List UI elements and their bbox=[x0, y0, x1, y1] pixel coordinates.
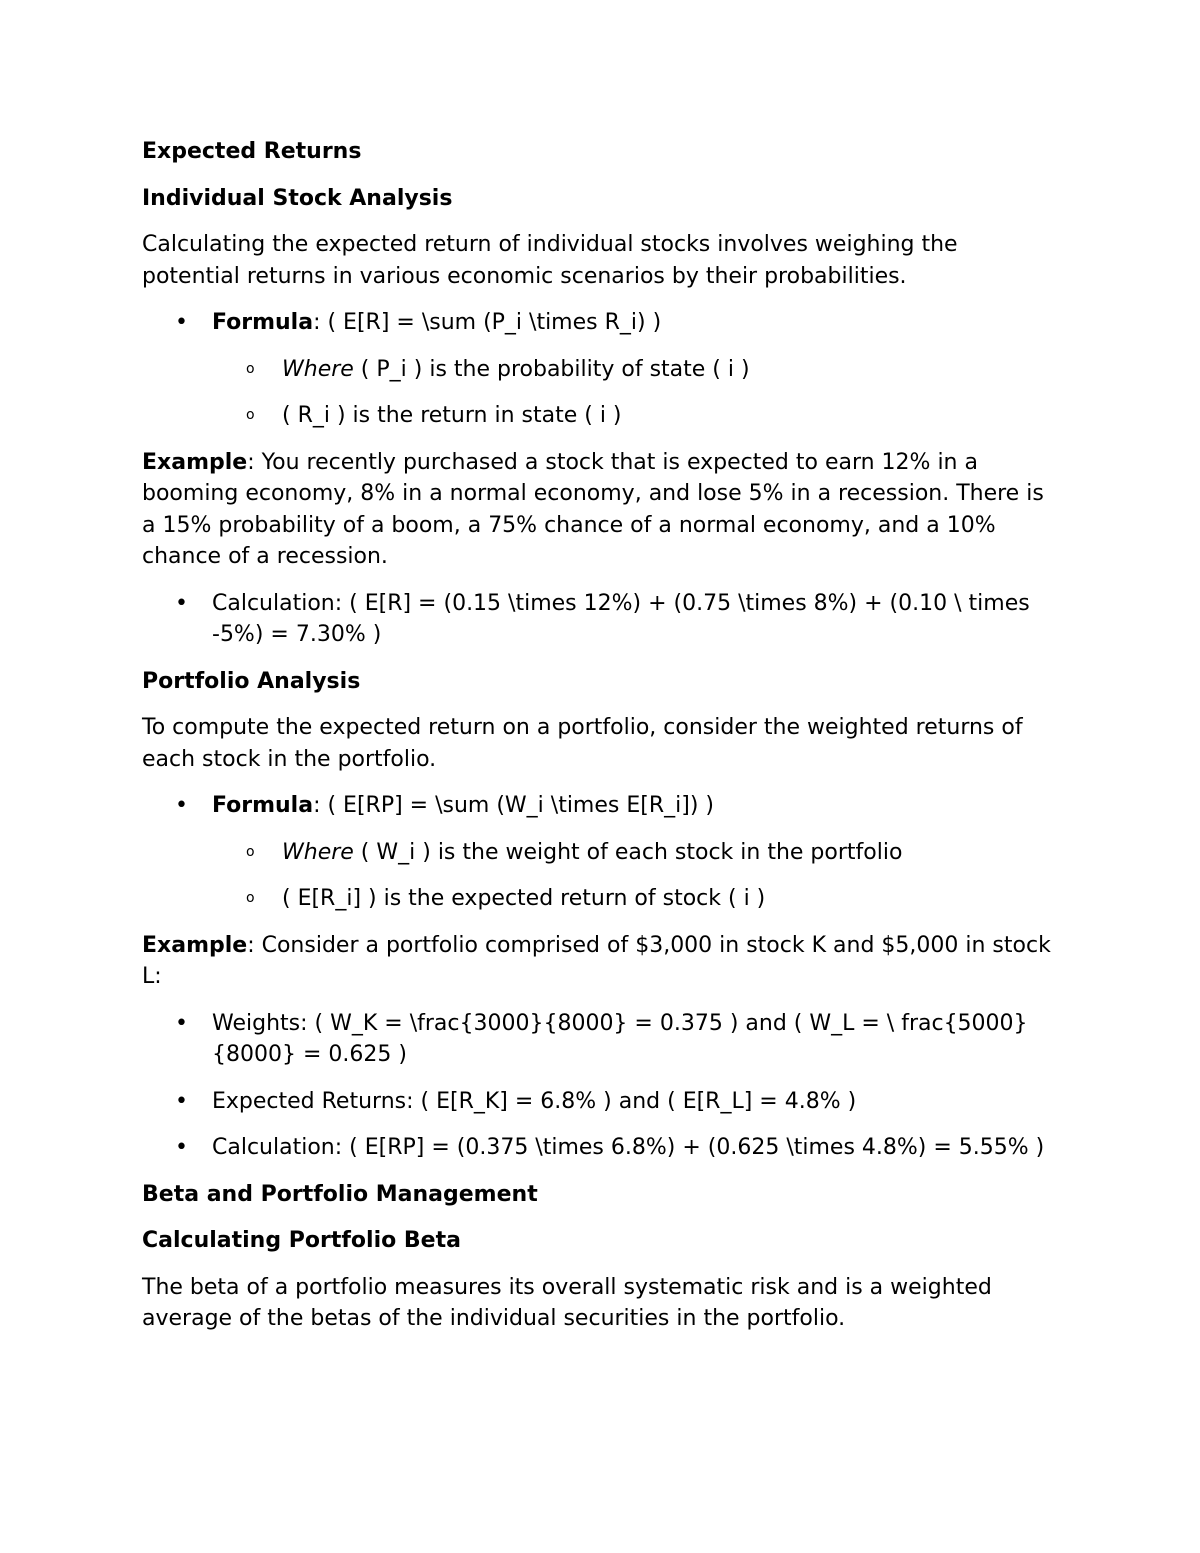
example-label: Example bbox=[142, 449, 248, 475]
document-page bbox=[142, 136, 1062, 1350]
list-item-calculation bbox=[142, 1132, 1062, 1164]
where2-text: ( R_i ) is the return in state ( i ) bbox=[282, 403, 622, 428]
bullet-icon: • bbox=[175, 1135, 188, 1160]
paragraph-individual-intro: Calculating the expected return of individual stocks involves weighing the potential returns in various economic scenarios by their probabilities. bbox=[142, 232, 958, 289]
circle-bullet-icon: o bbox=[246, 407, 255, 423]
bullet-icon: • bbox=[175, 310, 188, 335]
list-item-formula bbox=[142, 307, 1062, 432]
paragraph-example-individual bbox=[142, 447, 1062, 573]
heading-individual-stock-analysis: Individual Stock Analysis bbox=[142, 185, 453, 211]
bullet-icon: • bbox=[175, 1010, 188, 1036]
formula-label: Formula bbox=[212, 793, 314, 818]
formula-sublist bbox=[212, 354, 1062, 432]
weights-text: Weights: ( W_K = \frac{3000}{8000} = 0.375 ) and ( W_L = \ frac{5000}{8000} = 0.625 ) bbox=[212, 1010, 1028, 1067]
where-text: ( W_i ) is the weight of each stock in the portfolio bbox=[353, 839, 903, 865]
individual-calculation-list bbox=[142, 588, 1062, 651]
formula-label: Formula bbox=[212, 310, 314, 335]
list-item-where bbox=[212, 837, 1062, 869]
portfolio-formula-list bbox=[142, 790, 1062, 915]
paragraph-beta-intro: The beta of a portfolio measures its overall systematic risk and is a weighted average of the betas of the individual securities in the portfolio. bbox=[142, 1274, 992, 1331]
formula-text: : ( E[RP] = \sum (W_i \times E[R_i]) ) bbox=[313, 793, 714, 818]
paragraph-example-portfolio bbox=[142, 930, 1062, 993]
calculation-text: Calculation: ( E[RP] = (0.375 \times 6.8%) + (0.625 \times 4.8%) = 5.55% ) bbox=[212, 1135, 1045, 1160]
where-label: Where bbox=[282, 839, 354, 865]
heading-calculating-portfolio-beta: Calculating Portfolio Beta bbox=[142, 1228, 461, 1253]
formula-sublist bbox=[212, 837, 1062, 915]
individual-formula-list bbox=[142, 307, 1062, 432]
heading-expected-returns: Expected Returns bbox=[142, 139, 362, 164]
calculation-text: Calculation: ( E[R] = (0.15 \times 12%) + (0.75 \times 8%) + (0.10 \ times -5%) = 7.30% ) bbox=[212, 590, 1030, 647]
circle-bullet-icon: o bbox=[246, 360, 255, 377]
circle-bullet-icon: o bbox=[246, 890, 255, 906]
circle-bullet-icon: o bbox=[246, 843, 255, 860]
bullet-icon: • bbox=[175, 590, 188, 616]
list-item-where bbox=[212, 354, 1062, 386]
list-item-formula bbox=[142, 790, 1062, 915]
heading-portfolio-analysis: Portfolio Analysis bbox=[142, 668, 361, 694]
where2-text: ( E[R_i] ) is the expected return of stock ( i ) bbox=[282, 886, 766, 911]
portfolio-calculation-list bbox=[142, 1008, 1062, 1164]
list-item-calculation bbox=[142, 588, 1062, 651]
list-item-where-expected bbox=[212, 883, 1062, 915]
where-text: ( P_i ) is the probability of state ( i ) bbox=[353, 356, 750, 382]
where-label: Where bbox=[282, 356, 354, 382]
example-label: Example bbox=[142, 932, 248, 958]
list-item-where-return bbox=[212, 400, 1062, 432]
list-item-weights bbox=[142, 1008, 1062, 1071]
heading-beta-portfolio-management: Beta and Portfolio Management bbox=[142, 1181, 538, 1207]
paragraph-portfolio-intro: To compute the expected return on a portfolio, consider the weighted returns of each stock in the portfolio. bbox=[142, 715, 1023, 772]
example-text: : You recently purchased a stock that is expected to earn 12% in a booming economy, 8% in a normal economy, and lose 5% in a recession. There is a 15% probability of a boom, a 75% chance of a normal economy, and a 10% chance of a recession. bbox=[142, 449, 1044, 569]
formula-text: : ( E[R] = \sum (P_i \times R_i) ) bbox=[313, 310, 662, 335]
bullet-icon: • bbox=[175, 1088, 188, 1114]
list-item-expected-returns bbox=[142, 1086, 1062, 1118]
expected-returns-text: Expected Returns: ( E[R_K] = 6.8% ) and ( E[R_L] = 4.8% ) bbox=[212, 1088, 857, 1114]
example-text: : Consider a portfolio comprised of $3,000 in stock K and $5,000 in stock L: bbox=[142, 932, 1051, 989]
bullet-icon: • bbox=[175, 793, 188, 818]
